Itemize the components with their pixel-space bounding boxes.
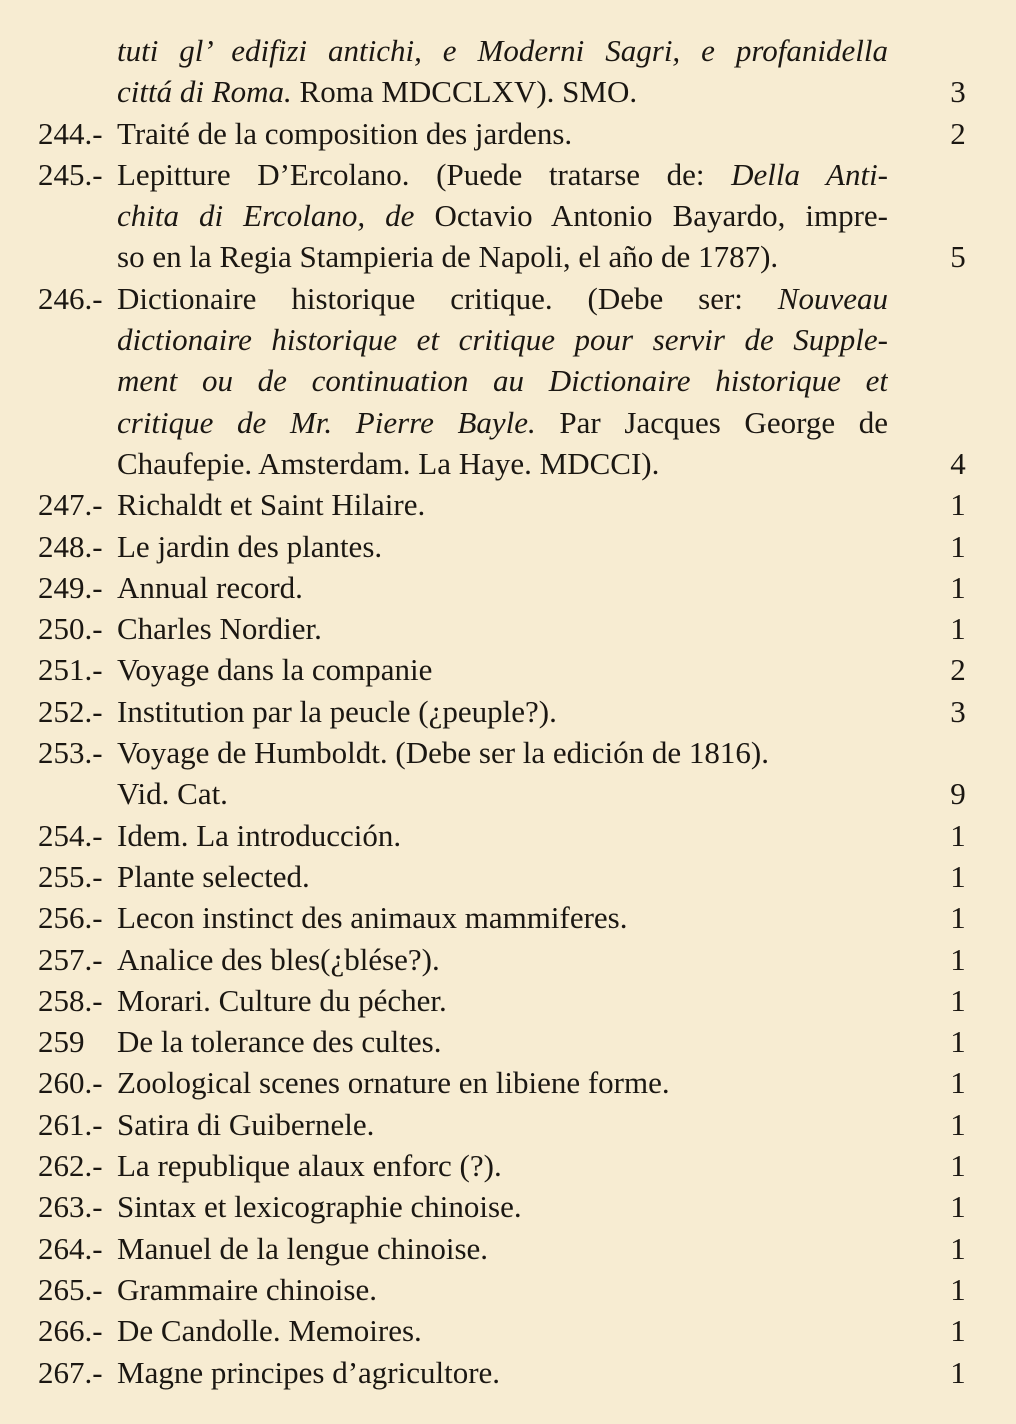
entry-text-segment: Voyage dans la companie — [117, 652, 433, 688]
entry-text — [117, 154, 888, 195]
entry-text-segment: Roma MDCCLXV). SMO. — [291, 74, 638, 110]
entry-number: 263.- — [38, 1189, 103, 1225]
entry-text — [117, 1062, 670, 1103]
entry-text — [117, 195, 888, 236]
catalog-line — [0, 815, 1016, 856]
catalog-line — [0, 195, 1016, 236]
catalog-line — [0, 402, 1016, 443]
catalog-line — [0, 1021, 1016, 1062]
entry-number: 256.- — [38, 900, 103, 936]
catalog-line — [0, 773, 1016, 814]
entry-text-segment: Sintax et lexicographie chinoise. — [117, 1189, 522, 1225]
entry-text — [117, 30, 888, 71]
entry-text — [117, 815, 401, 856]
entry-text-segment: Morari. Culture du pécher. — [117, 982, 447, 1018]
entry-number: 262.- — [38, 1148, 103, 1184]
entry-text-segment: Magne principes d’agricultore. — [117, 1354, 501, 1390]
entry-quantity: 4 — [950, 445, 966, 481]
catalog-line — [0, 71, 1016, 112]
entry-number: 249.- — [38, 569, 103, 605]
entry-text-segment: Chaufepie. Amsterdam. La Haye. MDCCI). — [117, 445, 660, 481]
entry-title-italic: Nouveau — [777, 280, 888, 316]
entry-text — [117, 1145, 502, 1186]
entry-text-segment: Annual record. — [117, 569, 303, 605]
entry-number: 254.- — [38, 817, 103, 853]
entry-text-segment: Zoological scenes ornature en libiene forme. — [117, 1065, 670, 1101]
entry-quantity: 1 — [950, 941, 966, 977]
entry-text — [117, 608, 322, 649]
entry-text-segment: Voyage de Humboldt. (Debe ser la edición de 1816). — [117, 735, 769, 771]
entry-text — [117, 939, 440, 980]
catalog-line — [0, 939, 1016, 980]
entry-number: 246.- — [38, 280, 103, 316]
catalog-line — [0, 980, 1016, 1021]
entry-text — [117, 1021, 442, 1062]
entry-quantity: 1 — [950, 1271, 966, 1307]
catalog-line — [0, 1062, 1016, 1103]
entry-number: 250.- — [38, 611, 103, 647]
catalog-line — [0, 608, 1016, 649]
entry-text-segment: Lecon instinct des animaux mammiferes. — [117, 900, 628, 936]
entry-text-segment: Richaldt et Saint Hilaire. — [117, 487, 426, 523]
entry-quantity: 1 — [950, 817, 966, 853]
entry-text — [117, 113, 572, 154]
entry-number: 267.- — [38, 1354, 103, 1390]
catalog-line — [0, 649, 1016, 690]
entry-text — [117, 1228, 488, 1269]
entry-quantity: 1 — [950, 1230, 966, 1266]
entry-text-segment: Analice des bles(¿blése?). — [117, 941, 440, 977]
entry-quantity: 1 — [950, 900, 966, 936]
entry-number: 247.- — [38, 487, 103, 523]
entry-text-segment: Institution par la peucle (¿peuple?). — [117, 693, 557, 729]
entry-text — [117, 484, 425, 525]
catalog-line — [0, 236, 1016, 277]
catalog-entry-list — [0, 30, 1016, 1393]
entry-number: 255.- — [38, 858, 103, 894]
catalog-line — [0, 897, 1016, 938]
entry-text-segment: Charles Nordier. — [117, 611, 322, 647]
entry-quantity: 1 — [950, 1313, 966, 1349]
entry-text-segment: De la tolerance des cultes. — [117, 1024, 442, 1060]
entry-quantity: 1 — [950, 1148, 966, 1184]
entry-text — [117, 773, 228, 814]
entry-text-segment: De Candolle. Memoires. — [117, 1313, 422, 1349]
entry-number: 244.- — [38, 115, 103, 151]
entry-title-italic: ment ou de continuation au Dictionaire historique et — [117, 363, 888, 399]
entry-text — [117, 1352, 500, 1393]
entry-number: 264.- — [38, 1230, 103, 1266]
entry-quantity: 1 — [950, 982, 966, 1018]
catalog-line — [0, 1352, 1016, 1393]
entry-text — [117, 1310, 422, 1351]
entry-quantity: 3 — [950, 74, 966, 110]
entry-text — [117, 856, 310, 897]
entry-text-segment: Manuel de la lengue chinoise. — [117, 1230, 489, 1266]
catalog-line — [0, 30, 1016, 71]
catalog-line — [0, 1104, 1016, 1145]
catalog-line — [0, 526, 1016, 567]
entry-text-segment: Le jardin des plantes. — [117, 528, 383, 564]
entry-title-italic: Della Anti- — [731, 156, 888, 192]
entry-number: 248.- — [38, 528, 103, 564]
catalog-line — [0, 732, 1016, 773]
catalog-line — [0, 856, 1016, 897]
entry-text — [117, 71, 637, 112]
entry-number: 266.- — [38, 1313, 103, 1349]
catalog-line — [0, 319, 1016, 360]
entry-text-segment: Grammaire chinoise. — [117, 1271, 377, 1307]
entry-quantity: 1 — [950, 858, 966, 894]
catalog-line — [0, 113, 1016, 154]
entry-title-italic: critique de Mr. Pierre Bayle. — [117, 404, 536, 440]
entry-number: 265.- — [38, 1271, 103, 1307]
entry-number: 259 — [38, 1024, 85, 1060]
entry-text — [117, 236, 778, 277]
entry-text — [117, 319, 888, 360]
entry-quantity: 1 — [950, 611, 966, 647]
entry-title-italic: chita di Ercolano, de — [117, 198, 415, 234]
catalog-line — [0, 154, 1016, 195]
entry-quantity: 1 — [950, 1106, 966, 1142]
entry-quantity: 1 — [950, 1024, 966, 1060]
entry-quantity: 1 — [950, 1065, 966, 1101]
entry-text — [117, 732, 769, 773]
entry-number: 251.- — [38, 652, 103, 688]
entry-text-segment: Par Jacques George de — [535, 404, 888, 440]
entry-title-italic: cittá di Roma. — [117, 74, 292, 110]
entry-text-segment: Lepitture D’Ercolano. (Puede tratarse de: — [117, 156, 732, 192]
entry-text-segment: Traité de la composition des jardens. — [117, 115, 573, 151]
catalog-line — [0, 278, 1016, 319]
entry-text — [117, 567, 303, 608]
entry-text — [117, 278, 888, 319]
entry-quantity: 1 — [950, 569, 966, 605]
entry-text — [117, 691, 557, 732]
catalog-line — [0, 1310, 1016, 1351]
entry-title-italic: tuti gl’ edifizi antichi, e Moderni Sagri, e profanidella — [117, 33, 888, 68]
catalog-line — [0, 1145, 1016, 1186]
catalog-line — [0, 1186, 1016, 1227]
entry-text — [117, 1104, 374, 1145]
entry-quantity: 9 — [950, 776, 966, 812]
entry-quantity: 1 — [950, 487, 966, 523]
catalog-line — [0, 1228, 1016, 1269]
entry-text — [117, 897, 628, 938]
entry-number: 258.- — [38, 982, 103, 1018]
entry-quantity: 1 — [950, 528, 966, 564]
entry-number: 252.- — [38, 693, 103, 729]
catalog-line — [0, 1269, 1016, 1310]
entry-text-segment: Octavio Antonio Bayardo, impre- — [414, 198, 888, 234]
entry-text-segment: Idem. La introducción. — [117, 817, 402, 853]
entry-number: 257.- — [38, 941, 103, 977]
entry-quantity: 5 — [950, 239, 966, 275]
catalog-line — [0, 443, 1016, 484]
catalog-line — [0, 484, 1016, 525]
entry-number: 253.- — [38, 735, 103, 771]
entry-quantity: 1 — [950, 1354, 966, 1390]
entry-text-segment: so en la Regia Stampieria de Napoli, el año de 1787). — [117, 239, 779, 275]
catalog-line — [0, 567, 1016, 608]
entry-title-italic: dictionaire historique et critique pour servir de Supple- — [117, 322, 888, 358]
entry-text-segment: Plante selected. — [117, 858, 310, 894]
catalog-line — [0, 360, 1016, 401]
entry-number: 261.- — [38, 1106, 103, 1142]
entry-text-segment: Satira di Guibernele. — [117, 1106, 375, 1142]
entry-text — [117, 649, 432, 690]
entry-text — [117, 360, 888, 401]
entry-quantity: 2 — [950, 652, 966, 688]
entry-text — [117, 443, 659, 484]
catalog-line — [0, 691, 1016, 732]
entry-text-segment: Dictionaire historique critique. (Debe ser: — [117, 280, 778, 316]
entry-quantity: 2 — [950, 115, 966, 151]
entry-text — [117, 980, 447, 1021]
entry-text-segment: Vid. Cat. — [117, 776, 228, 812]
entry-text — [117, 1186, 522, 1227]
entry-text-segment: La republique alaux enforc (?). — [117, 1148, 502, 1184]
entry-quantity: 1 — [950, 1189, 966, 1225]
entry-number: 245.- — [38, 156, 103, 192]
entry-quantity: 3 — [950, 693, 966, 729]
entry-text — [117, 402, 888, 443]
entry-text — [117, 526, 382, 567]
entry-number: 260.- — [38, 1065, 103, 1101]
entry-text — [117, 1269, 377, 1310]
